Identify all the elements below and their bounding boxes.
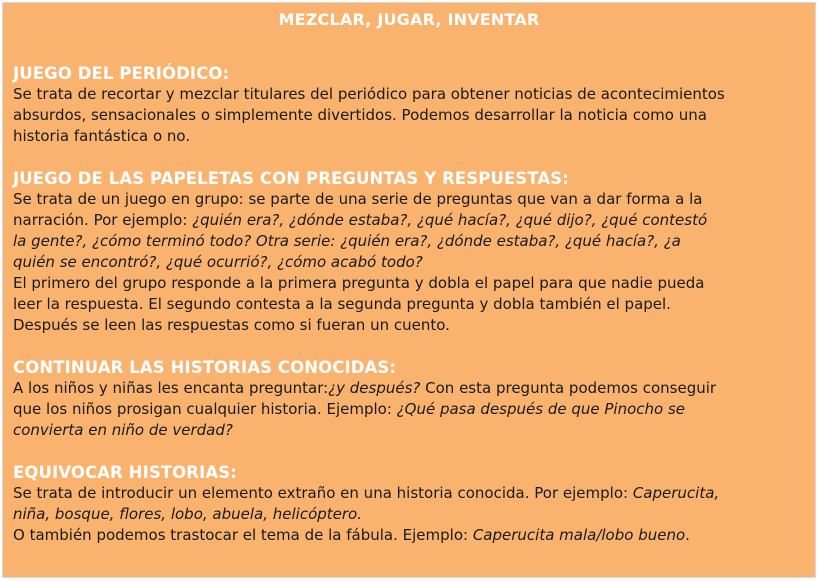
section-heading: JUEGO DEL PERIÓDICO: <box>13 64 230 83</box>
italic-text: ¿quién era?, ¿dónde estaba?, ¿qué hacía?, ¿qué dijo?, ¿qué contestó <box>192 211 708 229</box>
info-card <box>2 2 816 578</box>
paragraph-line <box>13 189 803 210</box>
card-content <box>13 63 803 567</box>
body-text: Se trata de recortar y mezclar titulares del periódico para obtener noticias de acontecimientos <box>13 85 725 103</box>
paragraph-line <box>13 294 803 315</box>
paragraph-line <box>13 126 803 147</box>
body-text: O también podemos trastocar el tema de la fábula. Ejemplo: <box>13 526 473 544</box>
section <box>13 63 803 147</box>
section <box>13 168 803 336</box>
body-text: Después se leen las respuestas como si fueran un cuento. <box>13 316 450 334</box>
body-text: . <box>685 526 690 544</box>
section <box>13 462 803 546</box>
italic-text: ¿y después? <box>328 379 421 397</box>
body-text: A los niños y niñas les encanta preguntar: <box>13 379 329 397</box>
paragraph-line <box>13 231 803 252</box>
paragraph-line <box>13 84 803 105</box>
italic-text: quién se encontró?, ¿qué ocurrió?, ¿cómo acabó todo? <box>13 253 423 271</box>
paragraph-line <box>13 105 803 126</box>
paragraph-line <box>13 525 803 546</box>
section-heading: CONTINUAR LAS HISTORIAS CONOCIDAS: <box>13 358 397 377</box>
paragraph-line <box>13 504 803 525</box>
paragraph-line <box>13 252 803 273</box>
italic-text: Caperucita mala/lobo bueno <box>472 526 686 544</box>
section <box>13 357 803 441</box>
paragraph-line <box>13 420 803 441</box>
body-text: narración. Por ejemplo: <box>13 211 193 229</box>
body-text: Se trata de introducir un elemento extraño en una historia conocida. Por ejemplo: <box>13 484 633 502</box>
body-text: historia fantástica o no. <box>13 127 191 145</box>
section-heading: JUEGO DE LAS PAPELETAS CON PREGUNTAS Y RESPUESTAS: <box>13 169 569 188</box>
card-title: MEZCLAR, JUGAR, INVENTAR <box>278 10 540 29</box>
italic-text: la gente?, ¿cómo terminó todo? Otra serie: ¿quién era?, ¿dónde estaba?, ¿qué hacía?, ¿a <box>13 232 681 250</box>
body-text: Con esta pregunta podemos conseguir <box>420 379 717 397</box>
paragraph-line <box>13 273 803 294</box>
italic-text: convierta en niño de verdad? <box>13 421 233 439</box>
paragraph-line <box>13 210 803 231</box>
paragraph-line <box>13 378 803 399</box>
body-text: absurdos, sensacionales o simplemente divertidos. Podemos desarrollar la noticia como una <box>13 106 707 124</box>
paragraph-line <box>13 399 803 420</box>
body-text: Se trata de un juego en grupo: se parte de una serie de preguntas que van a dar forma a la <box>13 190 703 208</box>
italic-text: ¿Qué pasa después de que Pinocho se <box>396 400 686 418</box>
section-heading: EQUIVOCAR HISTORIAS: <box>13 463 237 482</box>
body-text: que los niños prosigan cualquier historia. Ejemplo: <box>13 400 397 418</box>
paragraph-line <box>13 315 803 336</box>
italic-text: Caperucita, <box>632 484 720 502</box>
body-text: leer la respuesta. El segundo contesta a la segunda pregunta y dobla también el papel. <box>13 295 671 313</box>
body-text: El primero del grupo responde a la primera pregunta y dobla el papel para que nadie pueda <box>13 274 705 292</box>
paragraph-line <box>13 483 803 504</box>
italic-text: niña, bosque, flores, lobo, abuela, helicóptero. <box>13 505 362 523</box>
